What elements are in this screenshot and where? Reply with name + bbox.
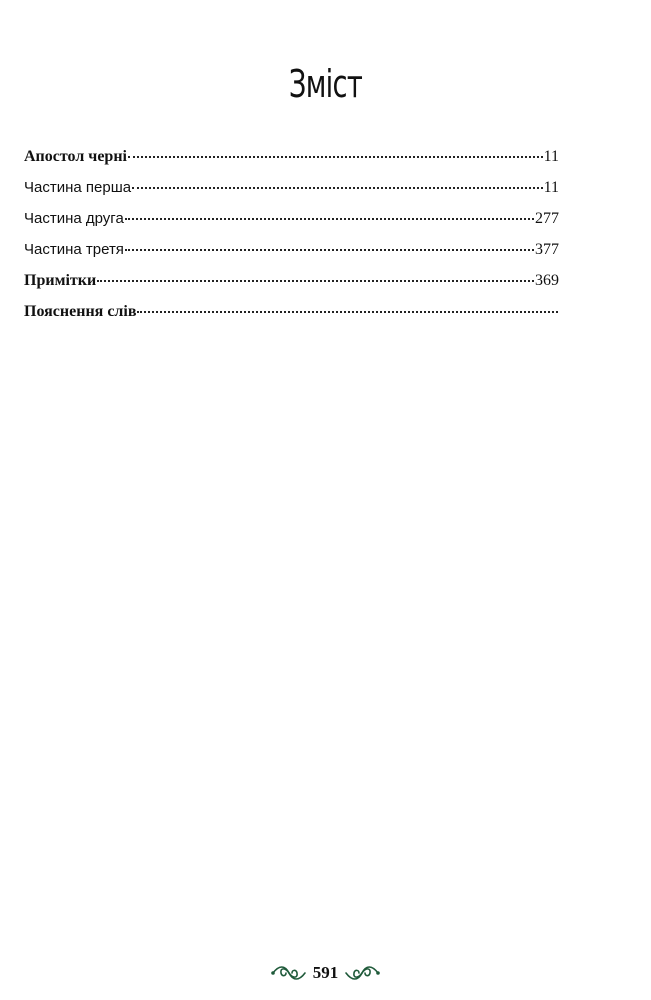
dot-leader [128,156,543,158]
toc-entry-label: Частина третя [24,241,124,258]
toc-entry-label: Апостол черні [24,148,127,165]
toc-entry-part-two [24,210,559,241]
floral-ornament-icon [344,963,380,983]
dot-leader [132,187,543,189]
toc-entry-page: 369 [535,272,559,289]
toc-entry-label: Примітки [24,272,97,289]
toc-entry-part-one [24,179,559,210]
toc-entry-glossary [24,303,559,334]
floral-ornament-icon [271,963,307,983]
page-footer [0,963,651,983]
toc-entry-label: Частина друга [24,210,124,227]
toc-entry-apostol-cherni [24,148,559,179]
toc-entry-page: 11 [543,179,559,196]
page-title: Зміст [288,62,363,106]
toc-entry-part-three [24,241,559,272]
toc-entry-label: Пояснення слів [24,303,137,320]
table-of-contents [24,148,559,334]
dot-leader [97,280,534,282]
toc-entry-label: Частина перша [24,179,132,196]
toc-entry-page: 277 [535,210,559,227]
toc-entry-page: 377 [535,241,559,258]
toc-entry-page: 11 [543,148,559,165]
toc-entry-notes [24,272,559,303]
dot-leader [137,311,558,313]
dot-leader [125,218,534,220]
page-number: 591 [312,963,339,982]
dot-leader [125,249,534,251]
